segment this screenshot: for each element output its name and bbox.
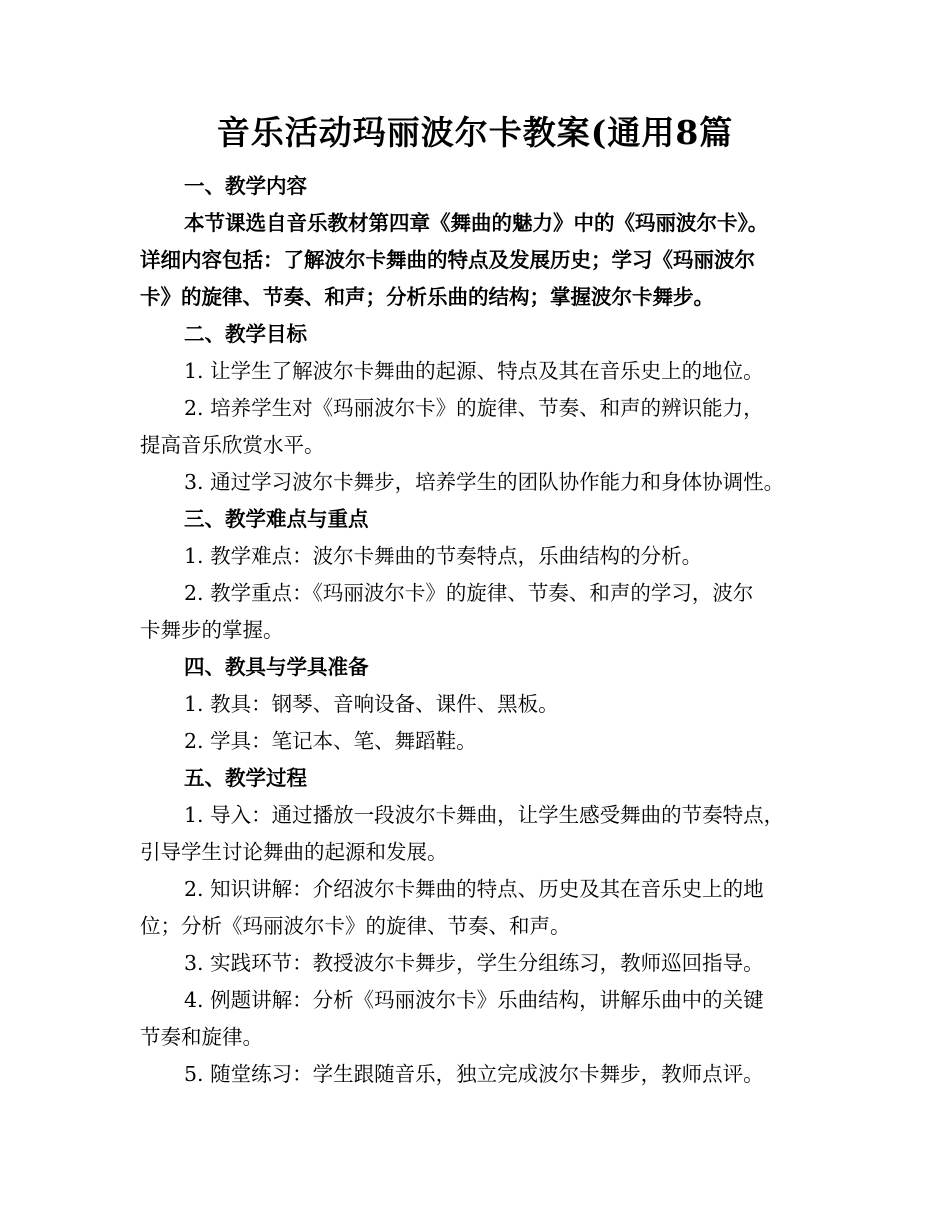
body-line: 引导学生讨论舞曲的起源和发展。 [140,840,448,864]
body-line-bold: 本节课选自音乐教材第四章《舞曲的魅力》中的《玛丽波尔卡》。 [184,211,769,235]
body-line-bold: 卡》的旋律、节奏、和声；分析乐曲的结构；掌握波尔卡舞步。 [140,285,714,309]
body-line: 1. 让学生了解波尔卡舞曲的起源、特点及其在音乐史上的地位。 [184,359,764,383]
body-line: 1. 教学难点：波尔卡舞曲的节奏特点，乐曲结构的分析。 [184,544,703,568]
body-line: 5. 随堂练习：学生跟随音乐，独立完成波尔卡舞步，教师点评。 [184,1062,764,1086]
body-line: 1. 导入：通过播放一段波尔卡舞曲，让学生感受舞曲的节奏特点， [184,803,785,827]
body-line: 2. 培养学生对《玛丽波尔卡》的旋律、节奏、和声的辨识能力， [184,396,764,420]
body-line: 3. 通过学习波尔卡舞步，培养学生的团队协作能力和身体协调性。 [184,470,785,494]
body-line-bold: 三、教学难点与重点 [184,507,369,531]
body-line: 2. 教学重点：《玛丽波尔卡》的旋律、节奏、和声的学习，波尔 [184,581,754,605]
body-line: 提高音乐欣赏水平。 [140,433,325,457]
document-title: 音乐活动玛丽波尔卡教案(通用8篇 [216,113,734,152]
body-line-bold: 一、教学内容 [184,174,307,198]
body-line: 1. 教具：钢琴、音响设备、课件、黑板。 [184,692,559,716]
body-line: 3. 实践环节：教授波尔卡舞步，学生分组练习，教师巡回指导。 [184,951,764,975]
body-line-bold: 四、教具与学具准备 [184,655,369,679]
body-line: 2. 知识讲解：介绍波尔卡舞曲的特点、历史及其在音乐史上的地 [184,877,764,901]
body-line-bold: 二、教学目标 [184,322,307,346]
body-line-bold: 五、教学过程 [184,766,307,790]
body-line: 2. 学具：笔记本、笔、舞蹈鞋。 [184,729,477,753]
body-line-bold: 详细内容包括：了解波尔卡舞曲的特点及发展历史；学习《玛丽波尔 [140,248,755,272]
body-line: 卡舞步的掌握。 [140,618,284,642]
body-line: 节奏和旋律。 [140,1025,263,1049]
document-body [140,168,815,1093]
body-line: 位；分析《玛丽波尔卡》的旋律、节奏、和声。 [140,914,571,938]
body-line: 4. 例题讲解：分析《玛丽波尔卡》乐曲结构，讲解乐曲中的关键 [184,988,764,1012]
